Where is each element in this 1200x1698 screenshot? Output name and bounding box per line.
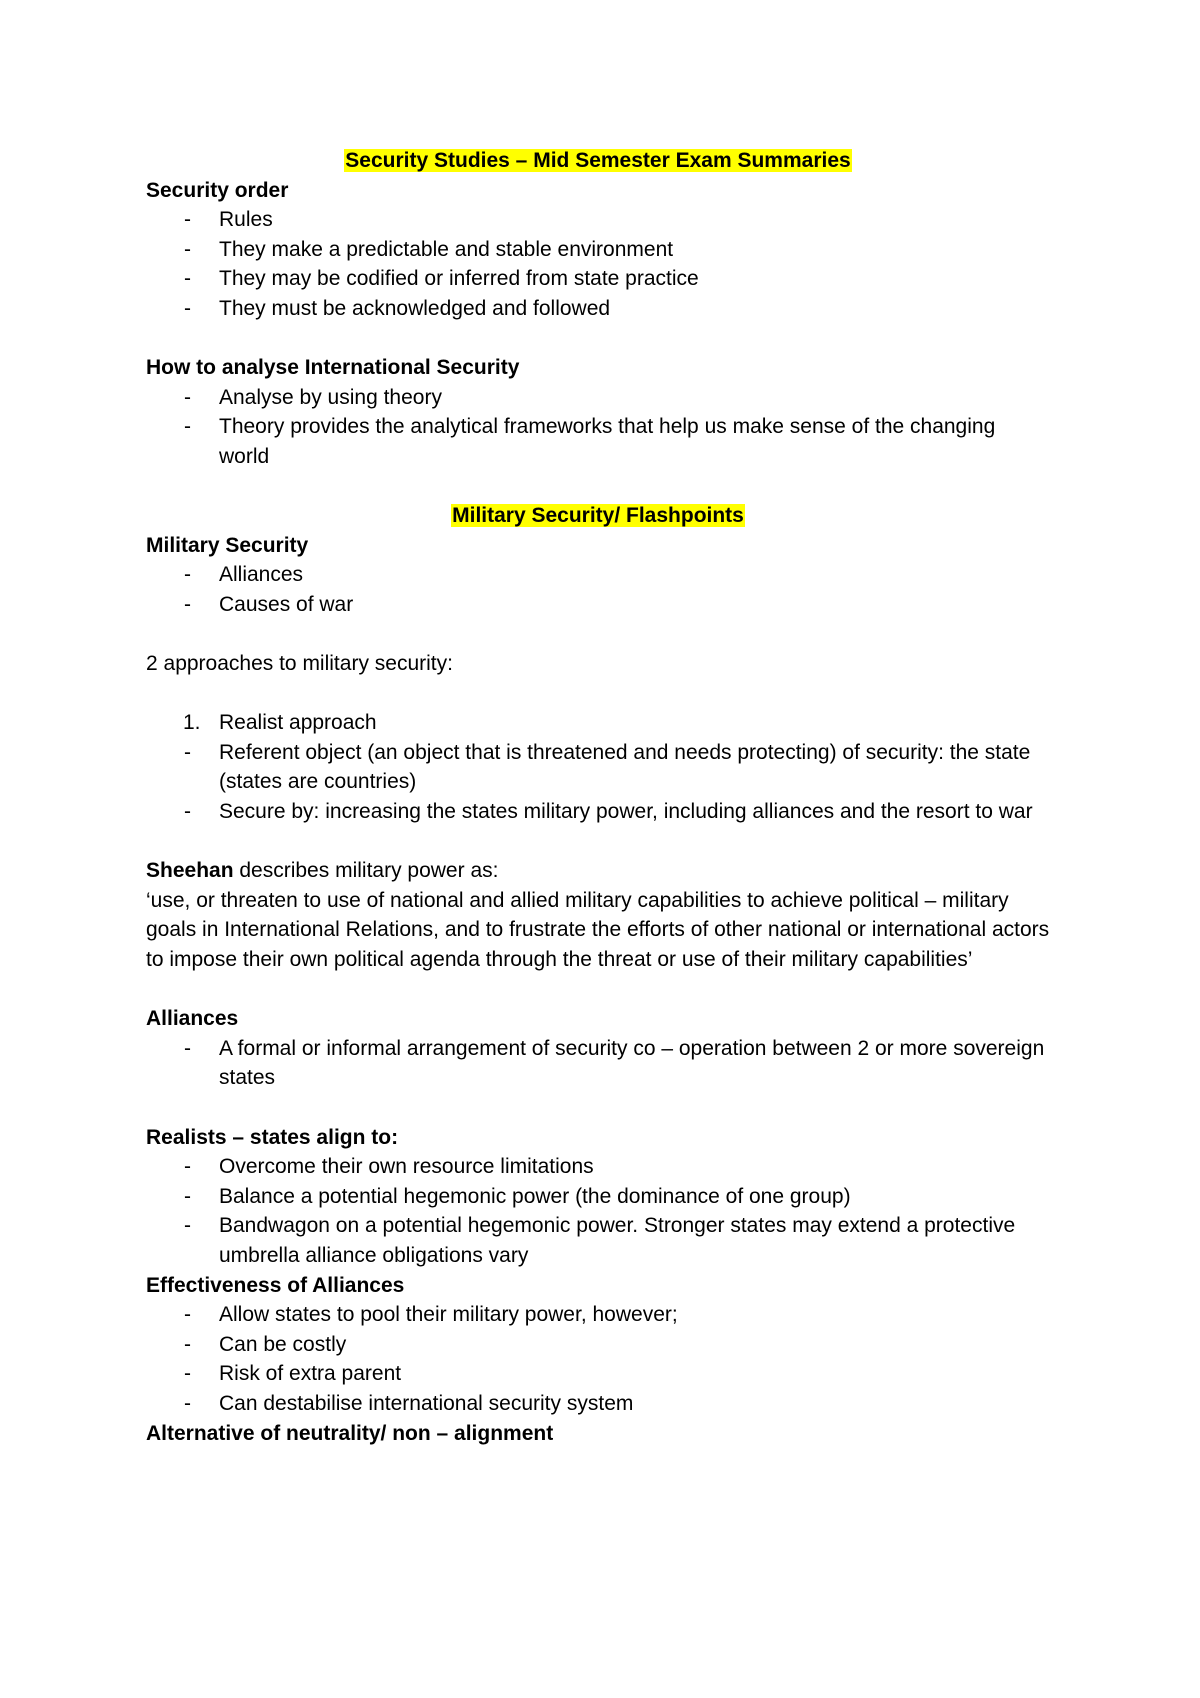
list-item: - Secure by: increasing the states military power, including alliances and the resort to war	[146, 797, 1050, 827]
alliances-list	[146, 1034, 1050, 1093]
list-item: - Risk of extra parent	[146, 1359, 1050, 1389]
list-item: - They make a predictable and stable environment	[146, 235, 1050, 265]
bullet-dash: -	[184, 1391, 191, 1415]
list-item: - Analyse by using theory	[146, 383, 1050, 413]
sheehan-rest: describes military power as:	[233, 859, 499, 883]
sheehan-quote: ‘use, or threaten to use of national and allied military capabilities to achieve political – military goals in International Relations, and to frustrate the efforts of other national or international actors to impose their own political agenda through the threat or use of their military capabilities’	[146, 888, 1050, 972]
sheehan-name: Sheehan	[146, 859, 234, 883]
bullet-dash: -	[184, 740, 191, 764]
security-order-heading: Security order	[146, 178, 289, 202]
approaches-numbered-list	[146, 708, 1050, 738]
realists-heading: Realists – states align to:	[146, 1125, 399, 1149]
list-item: - Can destabilise international security system	[146, 1389, 1050, 1419]
effectiveness-heading: Effectiveness of Alliances	[146, 1273, 405, 1297]
list-item: - Theory provides the analytical frameworks that help us make sense of the changing world	[146, 412, 1050, 471]
bullet-dash: -	[184, 1303, 191, 1327]
numbered-item: 1. Realist approach	[146, 708, 1050, 738]
number-marker: 1.	[183, 711, 201, 735]
military-security-list	[146, 560, 1050, 619]
analyse-list	[146, 383, 1050, 472]
list-item: - Balance a potential hegemonic power (the dominance of one group)	[146, 1182, 1050, 1212]
list-item: - Alliances	[146, 560, 1050, 590]
effectiveness-list	[146, 1300, 1050, 1418]
sheehan-line	[146, 856, 1050, 886]
list-item: - Can be costly	[146, 1330, 1050, 1360]
list-item: - They must be acknowledged and followed	[146, 294, 1050, 324]
bullet-dash: -	[184, 1036, 191, 1060]
list-item: - Allow states to pool their military power, however;	[146, 1300, 1050, 1330]
realists-list	[146, 1152, 1050, 1270]
bullet-dash: -	[184, 1362, 191, 1386]
bullet-dash: -	[184, 1214, 191, 1238]
bullet-dash: -	[184, 237, 191, 261]
security-order-list	[146, 205, 1050, 323]
approaches-list	[146, 738, 1050, 827]
list-item: - A formal or informal arrangement of security co – operation between 2 or more sovereign states	[146, 1034, 1050, 1093]
bullet-dash: -	[184, 267, 191, 291]
alternative-heading: Alternative of neutrality/ non – alignment	[146, 1421, 554, 1445]
analyse-heading: How to analyse International Security	[146, 356, 520, 380]
document-title-line	[146, 146, 1050, 176]
approaches-intro: 2 approaches to military security:	[146, 652, 453, 676]
document-title: Security Studies – Mid Semester Exam Summaries	[345, 149, 851, 172]
bullet-dash: -	[184, 800, 191, 824]
list-item: - They may be codified or inferred from state practice	[146, 264, 1050, 294]
list-item: - Referent object (an object that is threatened and needs protecting) of security: the state (states are countries)	[146, 738, 1050, 797]
bullet-dash: -	[184, 1184, 191, 1208]
bullet-dash: -	[184, 592, 191, 616]
bullet-dash: -	[184, 563, 191, 587]
bullet-dash: -	[184, 385, 191, 409]
list-item: - Bandwagon on a potential hegemonic power. Stronger states may extend a protective umbrella alliance obligations vary	[146, 1211, 1050, 1270]
bullet-dash: -	[184, 208, 191, 232]
list-item: - Rules	[146, 205, 1050, 235]
list-item: - Overcome their own resource limitations	[146, 1152, 1050, 1182]
bullet-dash: -	[184, 1155, 191, 1179]
military-security-heading: Military Security	[146, 533, 309, 557]
list-item: - Causes of war	[146, 590, 1050, 620]
bullet-dash: -	[184, 415, 191, 439]
bullet-dash: -	[184, 1332, 191, 1356]
alliances-heading: Alliances	[146, 1007, 239, 1031]
section-title: Military Security/ Flashpoints	[452, 504, 744, 528]
section-title-line	[146, 501, 1050, 531]
bullet-dash: -	[184, 296, 191, 320]
